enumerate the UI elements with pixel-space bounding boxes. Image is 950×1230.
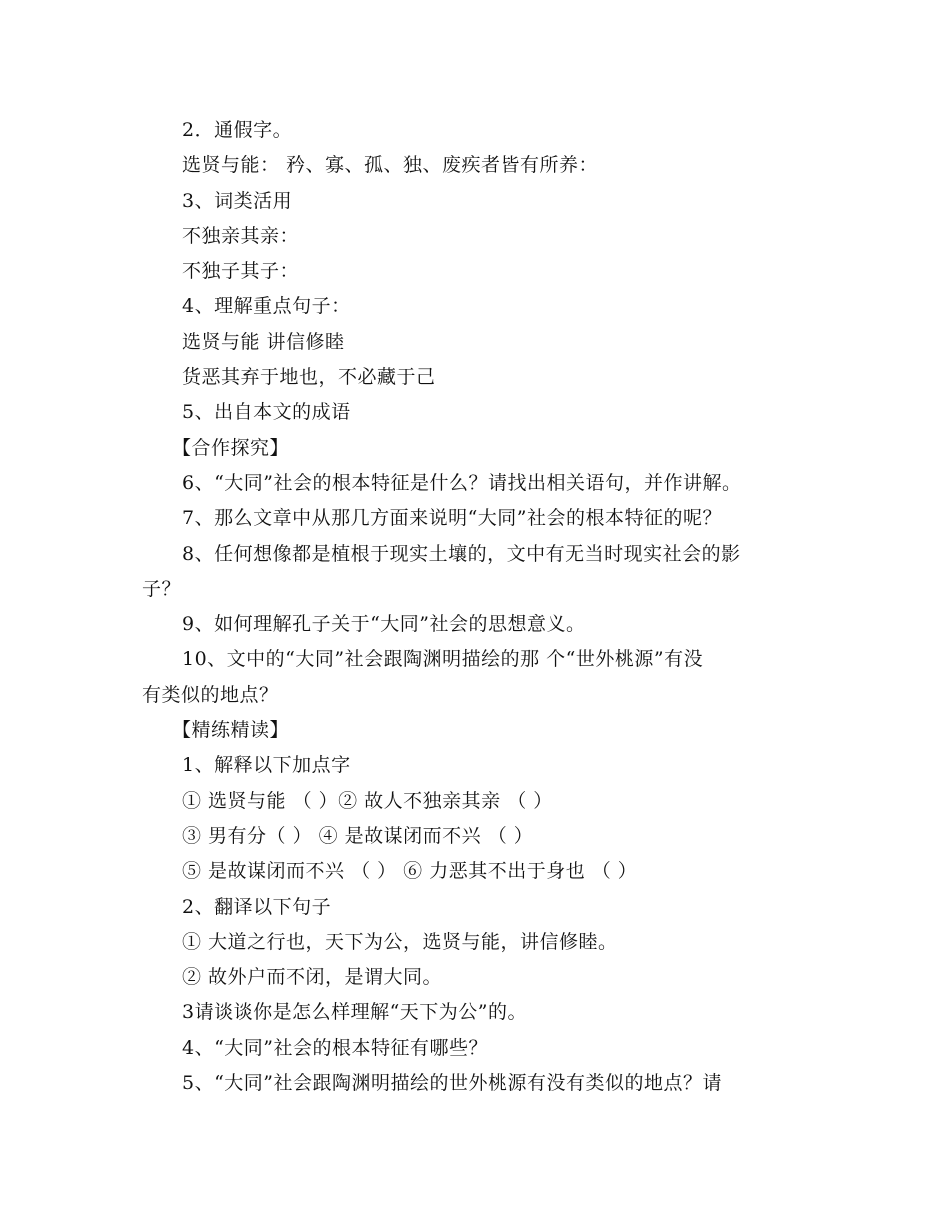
text-line: ⑤ 是故谋闭而不兴 （ ） ⑥ 力恶其不出于身也 （ ） — [182, 860, 638, 883]
text-line: 9、如何理解孔子关于“大同”社会的思想意义。 — [182, 613, 586, 636]
text-line: 选贤与能 讲信修睦 — [182, 330, 345, 353]
text-line: 8、任何想像都是植根于现实土壤的，文中有无当时现实社会的影 — [182, 542, 741, 565]
text-line: 不独亲其亲： — [182, 224, 300, 247]
document-body — [142, 113, 822, 1101]
text-line: 2、翻译以下句子 — [182, 895, 332, 918]
text-line: ① 大道之行也，天下为公，选贤与能，讲信修睦。 — [182, 930, 618, 953]
text-line: 3请谈谈你是怎么样理解“天下为公”的。 — [182, 1001, 528, 1024]
text-line: ③ 男有分（ ） ④ 是故谋闭而不兴 （ ） — [182, 824, 534, 847]
text-line: 6、“大同”社会的根本特征是什么？请找出相关语句，并作讲解。 — [182, 471, 742, 494]
text-line: 子？ — [142, 577, 182, 600]
text-line: 7、那么文章中从那几方面来说明“大同”社会的根本特征的呢？ — [182, 507, 723, 530]
text-line: 4、理解重点句子： — [182, 295, 351, 318]
text-line: 5、出自本文的成语 — [182, 401, 351, 424]
section-heading: 【精练精读】 — [172, 719, 290, 742]
text-line: 货恶其弃于地也，不必藏于己 — [182, 366, 436, 389]
text-line: ① 选贤与能 （ ）② 故人不独亲其亲 （ ） — [182, 789, 553, 812]
text-line: 4、“大同”社会的根本特征有哪些？ — [182, 1036, 489, 1059]
text-line: 1、解释以下加点字 — [182, 754, 351, 777]
text-line: 2．通假字。 — [182, 119, 293, 141]
text-line: 选贤与能： 矜、寡、孤、独、废疾者皆有所养： — [182, 154, 599, 177]
text-line: 不独子其子： — [182, 260, 300, 283]
text-line: ② 故外户而不闭，是谓大同。 — [182, 966, 443, 989]
text-line: 5、“大同”社会跟陶渊明描绘的世外桃源有没有类似的地点？请 — [182, 1072, 723, 1095]
text-line: 有类似的地点？ — [142, 683, 279, 706]
text-line: 10、文中的“大同”社会跟陶渊明描绘的那 个“世外桃源”有没 — [182, 648, 704, 671]
text-line: 3、词类活用 — [182, 189, 293, 212]
section-heading: 【合作探究】 — [172, 436, 290, 459]
